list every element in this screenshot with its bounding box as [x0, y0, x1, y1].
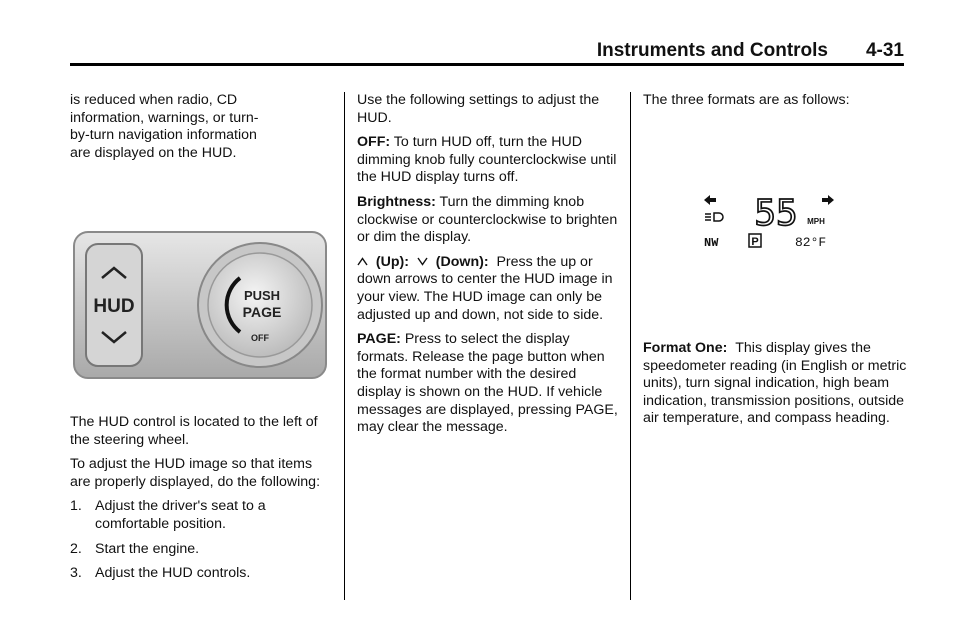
off-label: OFF	[251, 333, 269, 343]
hud-speed-unit: MPH	[807, 217, 825, 226]
column-3-lower	[643, 340, 907, 435]
brightness-setting	[357, 194, 619, 247]
high-beam-icon	[705, 213, 723, 221]
column-divider-1	[344, 92, 345, 600]
col2-intro: Use the following settings to adjust the HUD.	[357, 92, 600, 126]
column-3	[643, 92, 905, 117]
page-setting	[357, 331, 619, 437]
hud-gear: P	[751, 236, 759, 248]
format-one-text: This display gives the speedometer reading (in English or metric units), turn signal indication, high beam indication, transmission positions, outside air temperature, and compass heading.	[643, 340, 907, 427]
steps-list	[70, 498, 332, 582]
left-turn-signal-icon	[704, 195, 716, 205]
column-divider-2	[630, 92, 631, 600]
updown-text: Press the up or down arrows to center the HUD image in your view. The HUD image can only be adjusted up and down, not side to side.	[357, 253, 613, 323]
push-label: PUSH	[243, 288, 281, 303]
section-title: Instruments and Controls	[596, 40, 828, 61]
page-text: Press to select the display formats. Release the page button when the format number with the desired display is shown on the HUD. If vehicle messages are displayed, pressing PAGE, may clear the message.	[357, 331, 618, 436]
hud-button-label: HUD	[93, 296, 135, 317]
hud-format-one-display	[700, 192, 836, 252]
format-one-term: Format One:	[643, 340, 728, 356]
step-text: Start the engine.	[95, 540, 200, 557]
col1-intro: is reduced when radio, CD information, warnings, or turn-by-turn navigation information are displayed on the HUD.	[70, 92, 259, 161]
col1-p2: To adjust the HUD image so that items are properly displayed, do the following:	[70, 456, 321, 490]
down-arrow-icon	[417, 257, 428, 266]
hud-temperature: 82°F	[795, 235, 827, 250]
brightness-term: Brightness:	[357, 193, 436, 210]
page-label: PAGE	[242, 304, 282, 320]
step-number: 1.	[70, 498, 82, 515]
list-item	[70, 541, 332, 559]
column-2	[357, 92, 619, 444]
off-setting	[357, 134, 619, 187]
down-term: (Down):	[435, 253, 489, 270]
hud-compass: NW	[704, 236, 719, 250]
page-number: 4-31	[865, 40, 904, 61]
right-turn-signal-icon	[822, 195, 834, 205]
hud-control-illustration	[72, 230, 328, 380]
brightness-text: Turn the dimming knob clockwise or counterclockwise to brighten or dim the display.	[357, 193, 618, 246]
page-header	[70, 38, 904, 64]
step-number: 3.	[70, 565, 82, 582]
column-1	[70, 92, 275, 169]
col3-intro: The three formats are as follows:	[643, 92, 850, 108]
step-number: 2.	[70, 540, 82, 557]
step-text: Adjust the driver's seat to a comfortable position.	[95, 498, 266, 532]
format-one-description	[643, 340, 907, 428]
off-text: To turn HUD off, turn the HUD dimming knob fully counterclockwise until the HUD display turns off.	[357, 134, 617, 186]
hud-speed: 55	[754, 193, 798, 234]
up-arrow-icon	[357, 257, 368, 266]
hud-control-image	[72, 230, 328, 380]
step-text: Adjust the HUD controls.	[95, 565, 251, 582]
updown-setting	[357, 254, 619, 324]
list-item	[70, 565, 332, 583]
off-term: OFF:	[357, 134, 391, 151]
hud-display-illustration	[700, 192, 836, 252]
header-rule	[70, 63, 904, 66]
col1-p1: The HUD control is located to the left of the steering wheel.	[70, 414, 318, 448]
column-1-lower	[70, 414, 332, 590]
page-term: PAGE:	[357, 331, 401, 348]
up-term: (Up):	[375, 253, 409, 270]
list-item	[70, 498, 332, 533]
